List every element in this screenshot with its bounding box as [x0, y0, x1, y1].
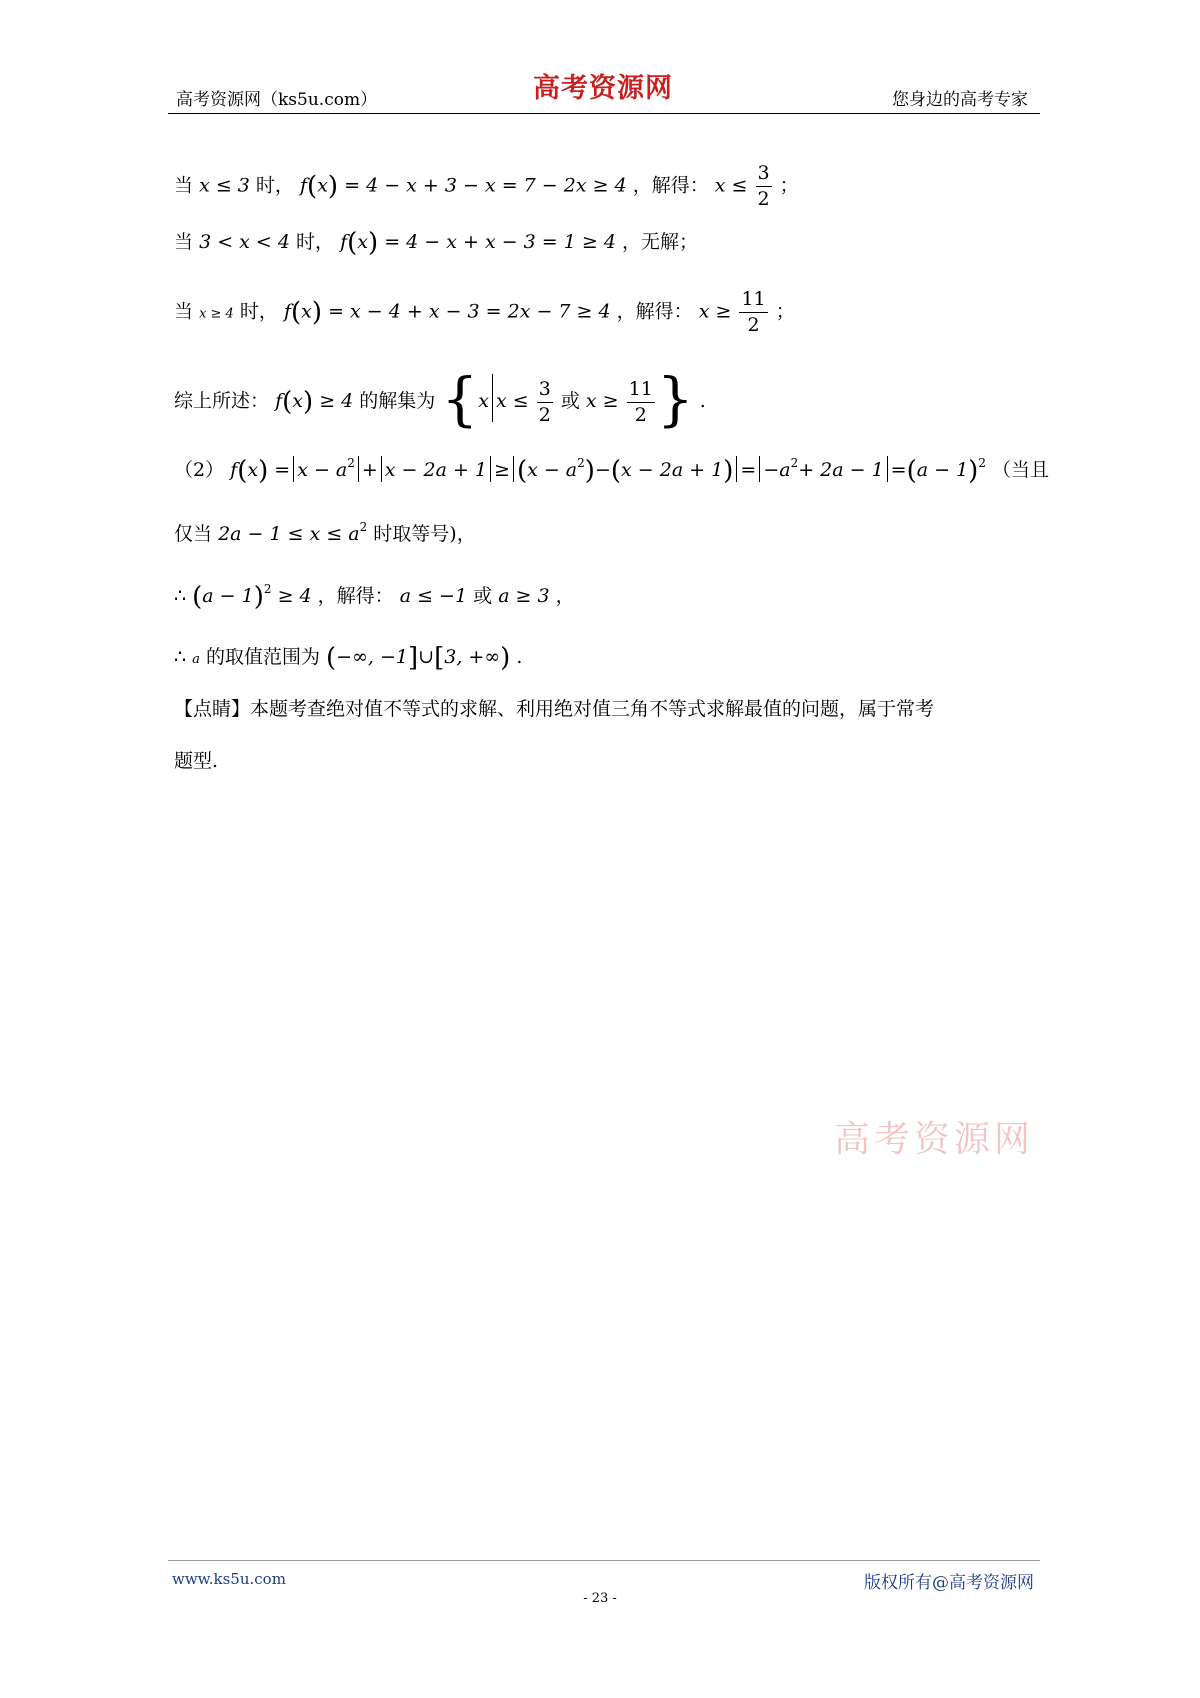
text: − [594, 459, 611, 481]
solve-a-line [174, 583, 575, 610]
text: 时取等号)， [373, 523, 476, 545]
term: x − a [527, 459, 578, 481]
footer-divider [168, 1560, 1040, 1561]
text: 时， [296, 231, 335, 253]
header-slogan: 您身边的高考专家 [892, 90, 1028, 110]
term: + 2a − 1 [798, 459, 884, 481]
text: ，解得： [317, 585, 394, 607]
term: x − a [297, 459, 348, 481]
text: = [740, 459, 757, 481]
text: ， [555, 585, 575, 607]
function-f: f [299, 174, 308, 197]
text: 当 [174, 300, 194, 323]
interval: −∞, −1 [336, 646, 409, 668]
paren: ) [253, 582, 264, 612]
expression: 2a − 1 ≤ x ≤ a [218, 523, 360, 545]
paren: ( [192, 582, 203, 612]
text: 综上所述： [174, 390, 270, 412]
footer-url[interactable]: www.ks5u.com [172, 1570, 286, 1588]
paren: ( [237, 456, 248, 486]
expression: = x − 4 + x − 3 = 2x − 7 ≥ 4 [328, 300, 611, 323]
text: 或 [473, 585, 493, 607]
text: （当且 [992, 459, 1050, 481]
expression: = 4 − x + x − 3 = 1 ≥ 4 [384, 231, 616, 253]
term: x − 2a + 1 [621, 459, 724, 481]
text: ； [775, 300, 795, 323]
paren: ( [326, 643, 337, 673]
text: 仅当 [174, 523, 213, 545]
case-line-2: 当 3 < x < 4 时， f(x) = 4 − x + x − 3 = 1 ≥ 4 ，无解； [174, 228, 698, 258]
watermark: 高考资源网 [834, 1119, 1035, 1160]
fraction: $\frac{11}{2}$ [628, 377, 653, 426]
paren: ( [906, 456, 917, 486]
bar [736, 456, 737, 482]
exponent: 2 [790, 456, 799, 470]
text: 的解集为 [359, 390, 436, 412]
term: x − 2a + 1 [384, 459, 488, 481]
set-variable: x [478, 390, 489, 412]
case-line-3: 当 x ≥ 4 时， f(x) = x − 4 + x − 3 = 2x − 7 ≥ 4 ，解得： x ≥ $\frac{11}{2}$ ； [174, 288, 795, 336]
fraction: $\frac{3}{2}$ [757, 162, 770, 210]
text: ； [779, 174, 799, 197]
text: 当 [174, 231, 194, 253]
text: = [890, 459, 907, 481]
paren: ) [302, 387, 314, 417]
summary-line: 综上所述： f(x) ≥ 4 的解集为 {x x ≤ $\frac{3}{2}$ 或 x ≥ $\frac{11}{2}$ } . [174, 365, 706, 433]
bar [887, 456, 888, 482]
paren: ( [516, 456, 528, 486]
text: 的取值范围为 [205, 646, 320, 668]
fraction: $\frac{3}{2}$ [538, 377, 551, 426]
header-site-name: 高考资源网（ks5u.com） [176, 90, 378, 110]
brace: } [656, 365, 694, 433]
brace: { [441, 365, 479, 433]
paren: ) [968, 456, 979, 486]
comment-line-cont: 题型. [174, 750, 219, 772]
interval: 3, +∞ [444, 646, 501, 668]
case-line-1: 当 x ≤ 3 时， f(x) = 4 − x + 3 − x = 7 − 2x ≥ 4 ，解得： x ≤ $\frac{3}{2}$ ； [174, 162, 799, 210]
paren: ) [327, 171, 339, 202]
condition: x ≤ [495, 390, 529, 412]
paren: ) [311, 297, 323, 328]
fraction: $\frac{11}{2}$ [741, 288, 766, 336]
paren: ) [500, 643, 511, 673]
therefore-symbol: ∴ [174, 646, 187, 668]
text: 当 [174, 174, 194, 197]
paren: ( [347, 228, 358, 258]
paren: ( [282, 387, 293, 417]
comment-line: 【点睛】本题考查绝对值不等式的求解、利用绝对值三角不等式求解最值的问题，属于常考 [174, 698, 935, 720]
page-number: - 23 - [583, 1591, 617, 1606]
paren: ) [584, 456, 595, 486]
header-logo: 高考资源网 [533, 73, 673, 104]
expression: ≥ 4 [277, 585, 312, 607]
exponent: 2 [263, 582, 272, 596]
text: 时， [239, 300, 278, 323]
bar [490, 456, 491, 482]
header-divider [168, 113, 1040, 114]
term: −a [763, 459, 791, 481]
range-line [174, 645, 522, 671]
function-f: f [275, 390, 283, 412]
condition: x ≤ 3 [199, 174, 250, 197]
text: （2） [174, 459, 225, 481]
footer-copyright: 版权所有@高考资源网 [864, 1573, 1034, 1593]
condition: x ≥ 4 [199, 306, 234, 322]
paren: ) [723, 456, 734, 486]
condition: 3 < x < 4 [199, 231, 290, 253]
bar [358, 456, 359, 482]
term: a − 1 [202, 585, 254, 607]
text: ≥ [494, 459, 510, 481]
exponent: 2 [577, 456, 585, 470]
equality-condition-line [174, 521, 476, 544]
variable: a [192, 652, 200, 667]
text: = [274, 459, 291, 481]
result: x ≥ [698, 300, 732, 323]
text: ，无解； [621, 231, 698, 253]
bar [492, 374, 493, 422]
paren: [ [434, 643, 445, 673]
condition: x ≥ [585, 390, 619, 412]
text: 时， [255, 174, 294, 197]
text: . [516, 646, 523, 668]
bar [381, 456, 382, 482]
text: . [699, 390, 706, 412]
paren: ) [367, 228, 379, 258]
exponent: 2 [347, 456, 355, 470]
paren: ) [258, 456, 269, 486]
expression: = 4 − x + 3 − x = 7 − 2x ≥ 4 [344, 174, 627, 197]
text: 或 [560, 390, 580, 412]
part2-line: （2） $f(x) = x - a^2 + x - 2a + 1 \ge (x - a^2)-(x - 2a + 1) = -a^2+ 2a - 1 =(a - 1)^2$ （当且 [174, 456, 1050, 486]
exponent: 2 [978, 456, 986, 470]
paren: ] [408, 643, 419, 673]
union-symbol: ∪ [418, 646, 435, 668]
paren: ( [307, 171, 318, 202]
result: a ≥ 3 [498, 585, 550, 607]
exponent: 2 [359, 520, 368, 534]
text: ，解得： [632, 174, 709, 197]
function-f: f [340, 231, 348, 253]
paren: ( [290, 297, 302, 328]
therefore-symbol: ∴ [174, 585, 187, 607]
function-f: f [283, 300, 291, 323]
function-f: f [230, 459, 238, 481]
result: x ≤ [714, 174, 748, 197]
bar [759, 456, 760, 482]
result: a ≤ −1 [399, 585, 468, 607]
bar [293, 456, 294, 482]
text: ，解得： [616, 300, 693, 323]
paren: ( [610, 456, 622, 486]
term: a − 1 [916, 459, 969, 481]
bar [513, 456, 514, 482]
expression: ≥ 4 [319, 390, 354, 412]
text: + [361, 459, 378, 481]
